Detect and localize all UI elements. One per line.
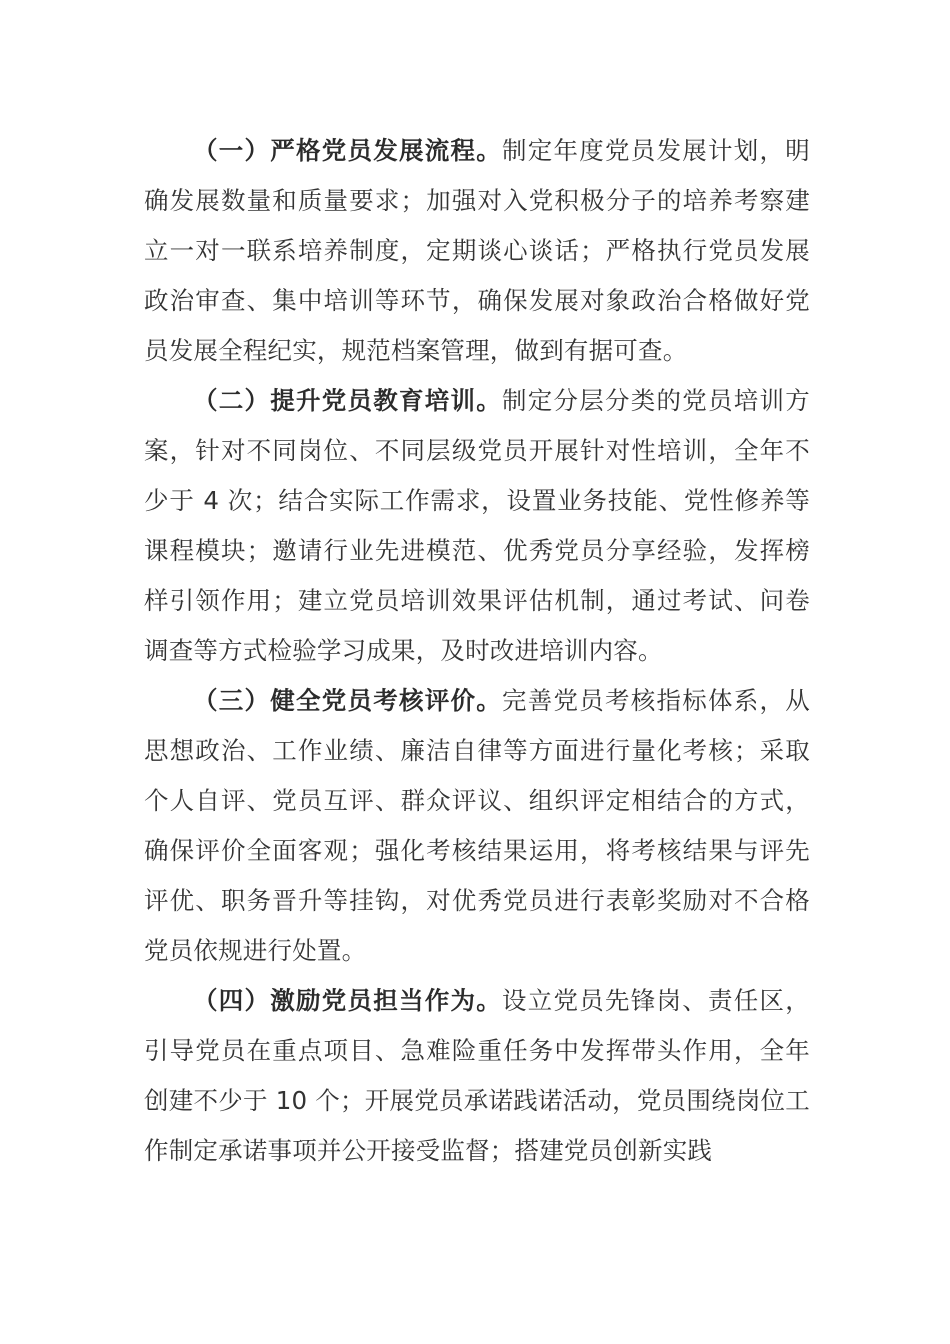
paragraph-party-member-evaluation (144, 676, 810, 976)
document-body (144, 126, 810, 1176)
paragraph-party-member-incentive (144, 976, 810, 1176)
paragraph-heading: （三）健全党员考核评价。 (193, 686, 503, 715)
paragraph-party-member-development (144, 126, 810, 376)
paragraph-text: 制定年度党员发展计划，明确发展数量和质量要求；加强对入党积极分子的培养考察建立一对一联系培养制度，定期谈心谈话；严格执行党员发展政治审查、集中培训等环节，确保发展对象政治合格做好党员发展全程纪实，规范档案管理，做到有据可查。 (144, 136, 810, 365)
paragraph-party-member-training (144, 376, 810, 676)
paragraph-heading: （一）严格党员发展流程。 (193, 136, 503, 165)
paragraph-text: 完善党员考核指标体系，从思想政治、工作业绩、廉洁自律等方面进行量化考核；采取个人自评、党员互评、群众评议、组织评定相结合的方式，确保评价全面客观；强化考核结果运用，将考核结果与评先评优、职务晋升等挂钩，对优秀党员进行表彰奖励对不合格党员依规进行处置。 (144, 686, 810, 965)
paragraph-heading: （二）提升党员教育培训。 (193, 386, 503, 415)
paragraph-text: 制定分层分类的党员培训方案，针对不同岗位、不同层级党员开展针对性培训，全年不少于 4 次；结合实际工作需求，设置业务技能、党性修养等课程模块；邀请行业先进模范、优秀党员分享经验，发挥榜样引领作用；建立党员培训效果评估机制，通过考试、问卷调查等方式检验学习成果，及时改进培训内容。 (144, 386, 810, 665)
paragraph-text: 设立党员先锋岗、责任区，引导党员在重点项目、急难险重任务中发挥带头作用，全年创建不少于 10 个；开展党员承诺践诺活动，党员围绕岗位工作制定承诺事项并公开接受监督；搭建党员创新实践 (144, 986, 810, 1165)
paragraph-heading: （四）激励党员担当作为。 (193, 986, 503, 1015)
